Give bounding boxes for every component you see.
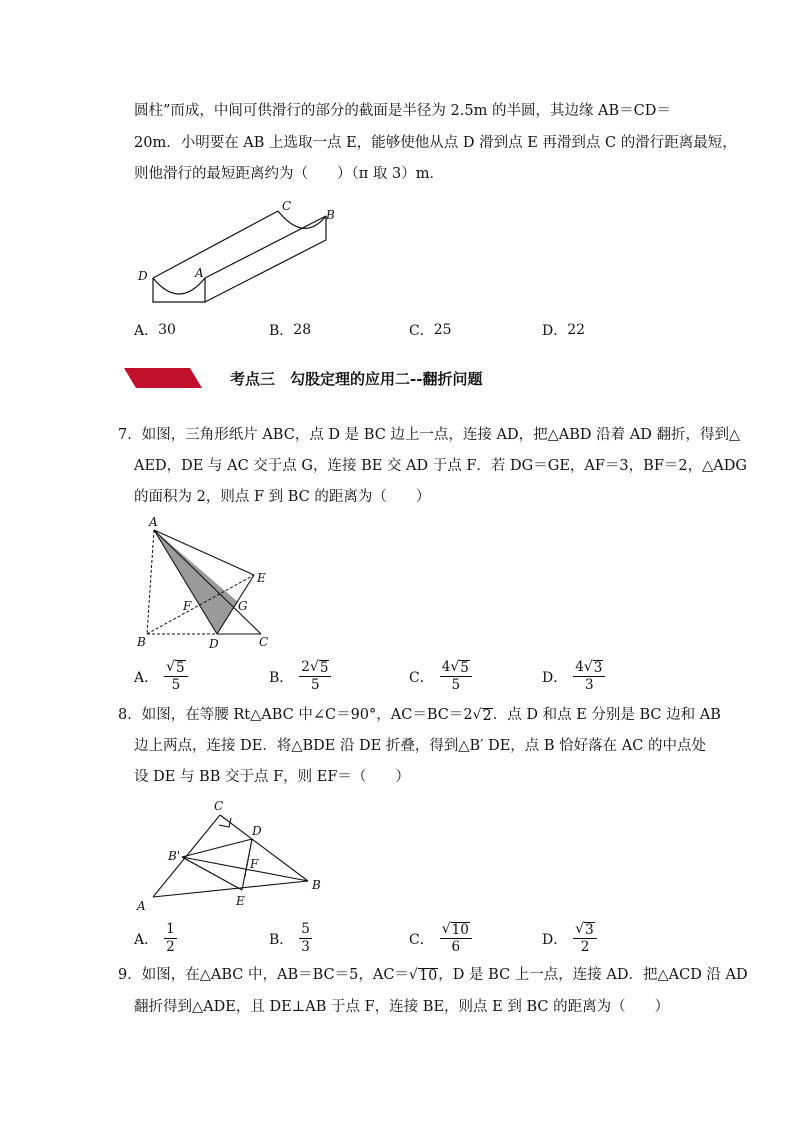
- section-title: 考点三 勾股定理的应用二--翻折问题: [230, 370, 483, 388]
- q6-option-a[interactable]: A． 30: [134, 322, 176, 339]
- q6-line-2: 20m．小明要在 AB 上选取一点 E，能够使他从点 D 滑到点 E 再滑到点 C 的滑行距离最短，: [134, 135, 737, 151]
- q9-line-2: 翻折得到△ADE，且 DE⊥AB 于点 F，连接 BE，则点 E 到 BC 的距离为（ ）: [134, 999, 670, 1015]
- q8-option-a[interactable]: A． $\frac{1}{2}$: [134, 921, 175, 955]
- q8-label-E: E: [236, 894, 245, 908]
- q6-option-d[interactable]: D． 22: [542, 322, 586, 339]
- q7-triangle-figure: [134, 512, 284, 652]
- q7-line-2: AED，DE 与 AC 交于点 G，连接 BE 交 AD 于点 F．若 DG＝GE，AF＝3，BF＝2，△ADG: [134, 458, 747, 474]
- q7-label-A: A: [149, 515, 158, 529]
- q9-line-1: 9．如图，在△ABC 中，AB＝BC＝5，AC＝ √ 10 ，D 是 BC 上一点，连接 AD．把△ACD 沿 AD: [118, 967, 748, 984]
- q6-label-C: C: [282, 199, 292, 213]
- q6-line-3: 则他滑行的最短距离约为（ ）（π 取 3）m．: [134, 166, 444, 182]
- q7-label-B: B: [137, 635, 146, 649]
- q6-label-D: D: [138, 269, 148, 283]
- q6-line-1: 圆柱”而成，中间可供滑行的部分的截面是半径为 2.5m 的半圆，其边缘 AB＝CD＝: [134, 103, 671, 119]
- q7-label-G: G: [238, 599, 248, 613]
- section-banner-parallelogram: [124, 367, 202, 389]
- q7-option-a[interactable]: A． √ 5 5: [134, 660, 188, 693]
- q7-line-3: 的面积为 2，则点 F 到 BC 的距离为（ ）: [134, 489, 431, 505]
- q6-option-b[interactable]: B． 28: [269, 322, 312, 339]
- q7-option-b[interactable]: B． 2 √ 5 5: [269, 660, 331, 693]
- q6-label-B: B: [326, 208, 335, 222]
- q6-halfpipe-figure: [130, 198, 340, 310]
- q7-line-1: 7．如图，三角形纸片 ABC，点 D 是 BC 边上一点，连接 AD，把△ABD 沿着 AD 翻折，得到△: [118, 427, 741, 443]
- q7-label-D: D: [209, 637, 219, 651]
- q7-label-F: F: [183, 599, 192, 613]
- q8-line-3: 设 DE 与 BB 交于点 F，则 EF＝（ ）: [134, 769, 410, 785]
- q8-label-B: B: [312, 878, 321, 892]
- q7-label-E: E: [257, 571, 266, 585]
- q8-triangle-figure: [130, 797, 330, 915]
- q8-label-B-prime: B': [168, 849, 181, 863]
- q8-label-A: A: [137, 899, 146, 913]
- q7-option-c[interactable]: C． 4 √ 5 5: [409, 660, 472, 693]
- q8-label-F: F: [250, 857, 259, 871]
- q8-option-d[interactable]: D． √ 3 2: [542, 922, 597, 955]
- q8-option-c[interactable]: C． √ 10 6: [409, 922, 472, 955]
- q6-label-A: A: [195, 266, 204, 280]
- q8-line-2: 边上两点，连接 DE．将△BDE 沿 DE 折叠，得到△B′ DE，点 B 恰好落在 AC 的中点处: [134, 738, 706, 754]
- q8-label-C: C: [214, 799, 224, 813]
- q8-option-b[interactable]: B． $\frac{5}{3}$: [269, 921, 310, 955]
- q6-option-c[interactable]: C． 25: [409, 322, 452, 339]
- q7-option-d[interactable]: D． 4 √ 3 3: [542, 660, 605, 693]
- q8-line-1: 8．如图，在等腰 Rt△ABC 中∠C＝90°，AC＝BC＝2 √ 2 ．点 D 和点 E 分别是 BC 边和 AB: [118, 707, 721, 724]
- q7-label-C: C: [259, 635, 269, 649]
- q8-label-D: D: [252, 824, 262, 838]
